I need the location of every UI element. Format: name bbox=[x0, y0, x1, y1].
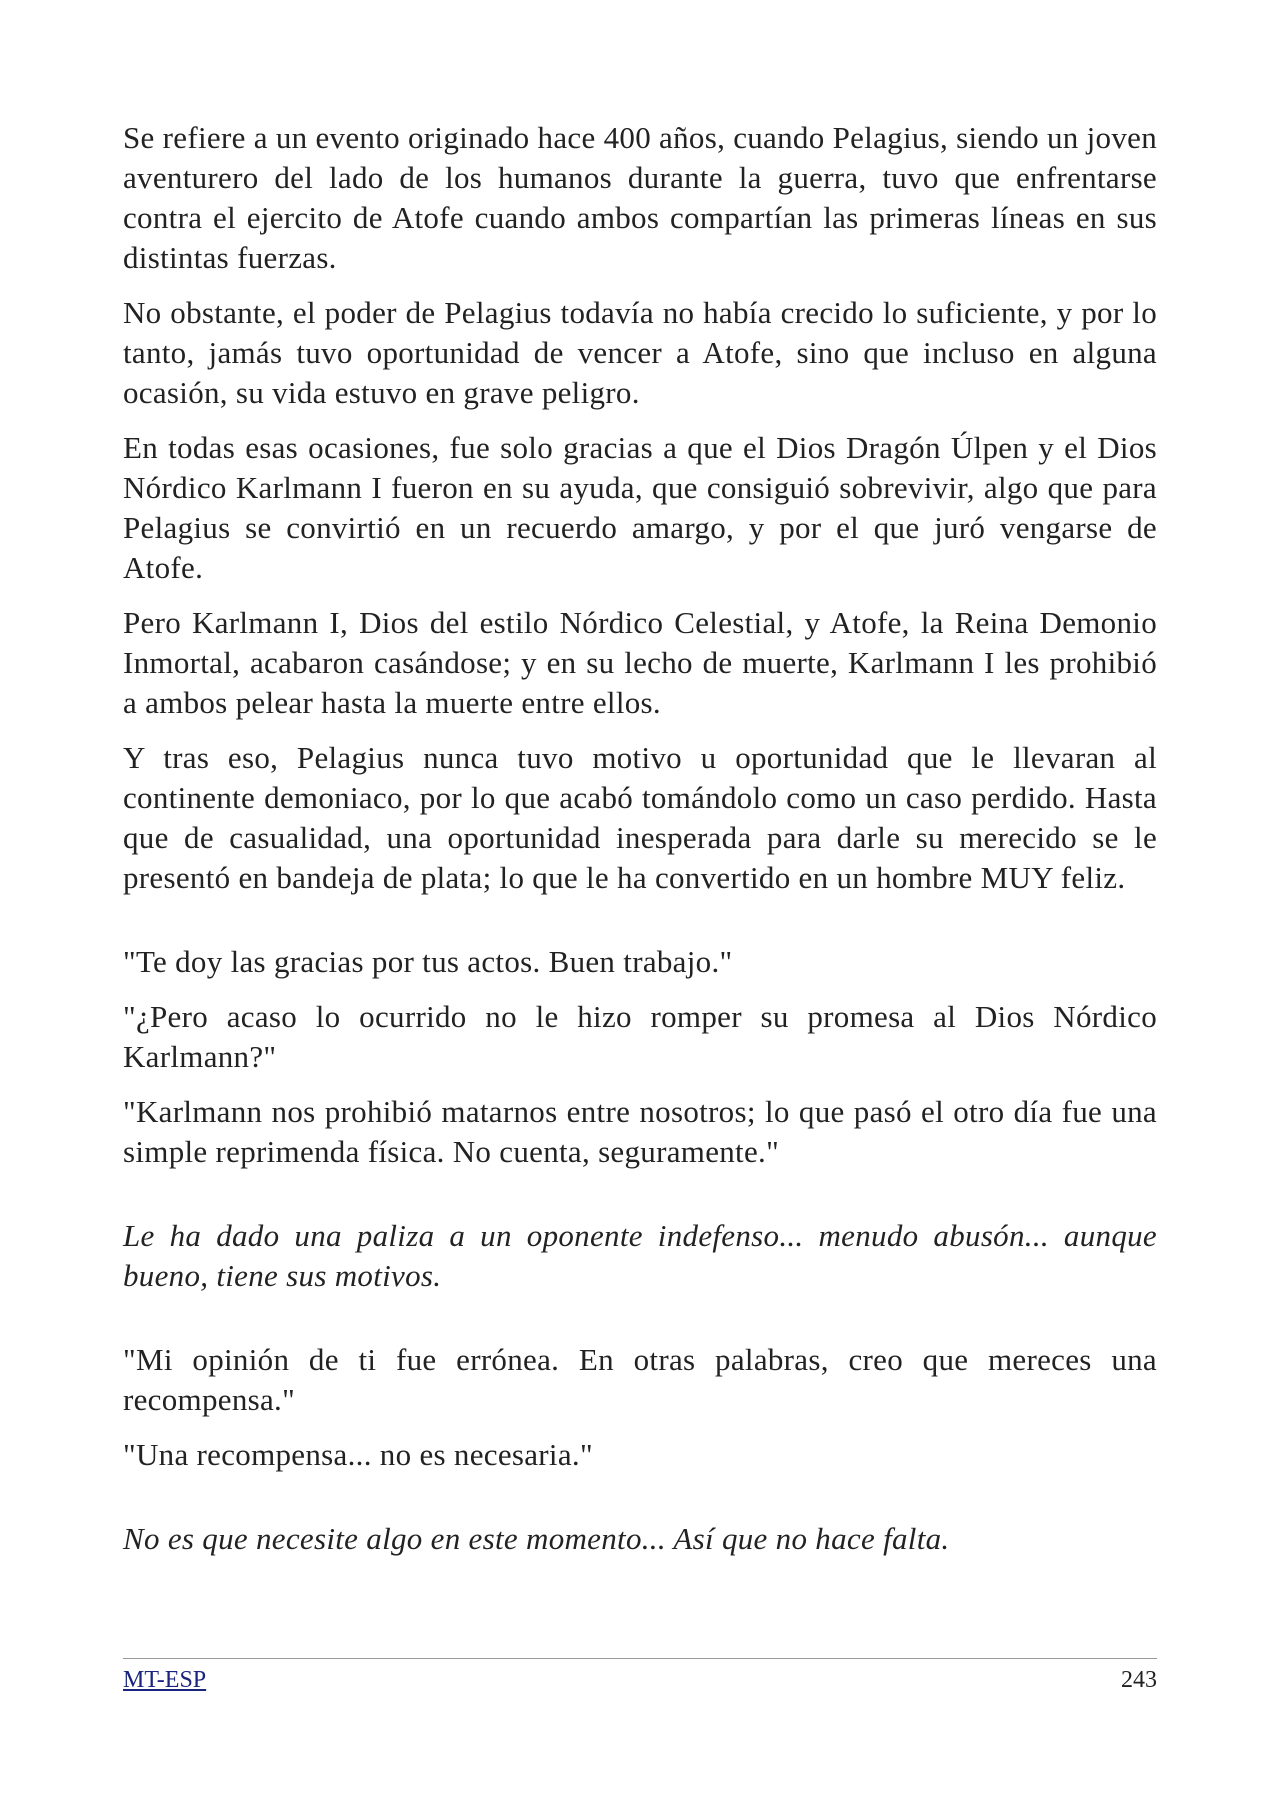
paragraph-4: Pero Karlmann I, Dios del estilo Nórdico Celestial, y Atofe, la Reina Demonio Inmortal, acabaron casándose; y en su lecho de muerte, Karlmann I les prohibió a ambos pelear hasta la muerte entre ellos. bbox=[123, 605, 1157, 720]
paragraph-2: No obstante, el poder de Pelagius todavía no había crecido lo suficiente, y por lo tanto, jamás tuvo oportunidad de vencer a Atofe, sino que incluso en alguna ocasión, su vida estuvo en grave peligro. bbox=[123, 295, 1157, 410]
spacer bbox=[123, 913, 1157, 942]
page-footer bbox=[123, 1658, 1157, 1695]
document-body bbox=[123, 118, 1157, 1574]
paragraph-1: Se refiere a un evento originado hace 400 años, cuando Pelagius, siendo un joven aventurero del lado de los humanos durante la guerra, tuvo que enfrentarse contra el ejercito de Atofe cuando ambos compartían las primeras líneas en sus distintas fuerzas. bbox=[123, 120, 1157, 275]
inner-thought-2: No es que necesite algo en este momento... Así que no hace falta. bbox=[123, 1521, 950, 1556]
page-number: 243 bbox=[1121, 1667, 1157, 1693]
dialogue-3: "Karlmann nos prohibió matarnos entre nosotros; lo que pasó el otro día fue una simple reprimenda física. No cuenta, seguramente." bbox=[123, 1094, 1157, 1169]
inner-thought-1: Le ha dado una paliza a un oponente indefenso... menudo abusón... aunque bueno, tiene sus motivos. bbox=[123, 1218, 1157, 1293]
footer-link[interactable]: MT-ESP bbox=[123, 1667, 207, 1693]
spacer bbox=[123, 1187, 1157, 1216]
dialogue-5: "Una recompensa... no es necesaria." bbox=[123, 1437, 593, 1472]
dialogue-2: "¿Pero acaso lo ocurrido no le hizo romper su promesa al Dios Nórdico Karlmann?" bbox=[123, 999, 1157, 1074]
paragraph-3: En todas esas ocasiones, fue solo gracias a que el Dios Dragón Úlpen y el Dios Nórdico Karlmann I fueron en su ayuda, que consiguió sobrevivir, algo que para Pelagius se convirtió en un recuerdo amargo, y por el que juró vengarse de Atofe. bbox=[123, 430, 1157, 585]
spacer bbox=[123, 1490, 1157, 1519]
paragraph-5: Y tras eso, Pelagius nunca tuvo motivo u oportunidad que le llevaran al continente demoniaco, por lo que acabó tomándolo como un caso perdido. Hasta que de casualidad, una oportunidad inesperada para darle su merecido se le presentó en bandeja de plata; lo que le ha convertido en un hombre MUY feliz. bbox=[123, 740, 1157, 895]
dialogue-4: "Mi opinión de ti fue errónea. En otras palabras, creo que mereces una recompensa." bbox=[123, 1342, 1157, 1417]
dialogue-1: "Te doy las gracias por tus actos. Buen trabajo." bbox=[123, 944, 733, 979]
spacer bbox=[123, 1311, 1157, 1340]
